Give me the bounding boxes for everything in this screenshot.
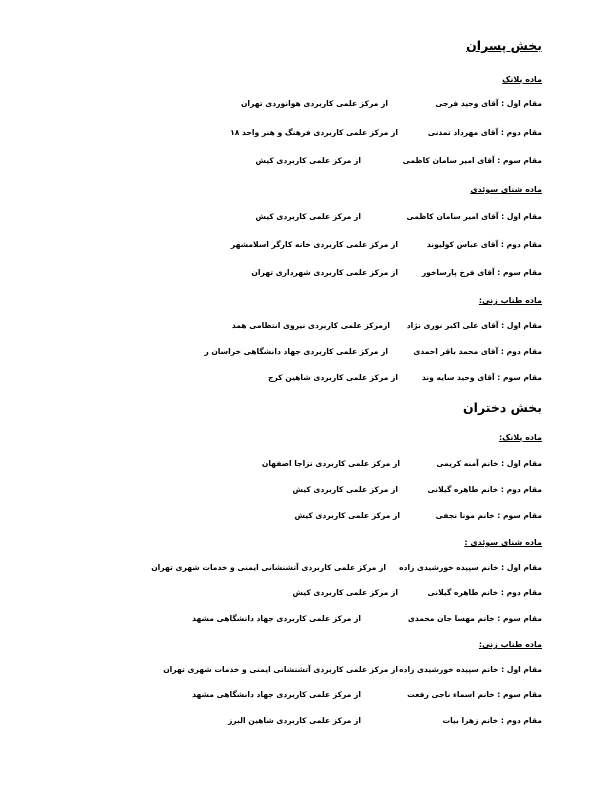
- rank-name: مقام سوم : خانم اسماء ناجی رفعت: [407, 690, 542, 699]
- event-title: ماده طناب زنی:: [478, 296, 542, 305]
- result-row: [0, 586, 612, 600]
- center-name: از مرکز علمی کاربردی کیش: [292, 588, 398, 597]
- rank-name: مقام دوم : آقای مهرداد تمدنی: [427, 128, 542, 137]
- result-row: [0, 126, 612, 140]
- center-name: از مرکز علمی کاربردی نزاجا اصفهان: [261, 459, 400, 468]
- rank-name: مقام دوم : آقای محمد باقر احمدی: [413, 347, 542, 356]
- center-name: از مرکز علمی کاربردی هوانوردی تهران: [240, 99, 388, 108]
- rank-name: مقام سوم : خانم مونا نجفی: [435, 511, 542, 520]
- result-row: [0, 612, 612, 626]
- rank-name: مقام دوم : آقای عباس کولیوند: [426, 240, 542, 249]
- event-title: ماده پلانک: [502, 75, 542, 84]
- center-name: از مرکز علمی کاربردی فرهنگ و هنر واحد ۱۸: [230, 128, 398, 137]
- center-name: از مرکز علمی کاربردی جهاد دانشگاهی مشهد: [192, 614, 361, 623]
- center-name: ازمرکز علمی کاربردی نیروی انتظامی همد: [231, 321, 390, 330]
- result-row: [0, 561, 612, 575]
- rank-name: مقام سوم : آقای فرخ پارساخور: [421, 268, 542, 277]
- center-name: از مرکز علمی کاربردی آتشنشانی ایمنی و خدمات شهری تهران: [163, 665, 398, 674]
- result-row: [0, 238, 612, 252]
- result-row: [0, 714, 612, 728]
- event-title: ماده طناب زنی:: [478, 640, 542, 649]
- rank-name: مقام اول : خانم آمنه کریمی: [436, 459, 542, 468]
- rank-name: مقام دوم : خانم زهرا بیات: [442, 716, 542, 725]
- result-row: [0, 345, 612, 359]
- result-row: [0, 210, 612, 224]
- center-name: از مرکز علمی کاربردی آتشنشانی ایمنی و خدمات شهری تهران: [151, 563, 386, 572]
- event-title: ماده شنای سوئدی: [470, 185, 542, 194]
- result-row: [0, 97, 612, 111]
- rank-name: مقام اول : خانم سپیده خورشیدی زاده: [399, 665, 542, 674]
- rank-name: مقام اول : آقای امیر سامان کاظمی: [406, 212, 542, 221]
- center-name: از مرکز علمی کاربردی کیش: [292, 485, 398, 494]
- center-name: از مرکز علمی کاربردی جهاد دانشگاهی مشهد: [192, 690, 361, 699]
- boys-section-title: بخش پسران: [466, 38, 542, 53]
- rank-name: مقام اول : خانم سپیده خورشیدی زاده: [399, 563, 542, 572]
- result-row: [0, 319, 612, 333]
- rank-name: مقام سوم : آقای امیر سامان کاظمی: [402, 156, 542, 165]
- rank-name: مقام اول : آقای وحید فرجی: [435, 99, 542, 108]
- center-name: از مرکز علمی کاربردی خانه کارگر اسلامشهر: [230, 240, 398, 249]
- result-row: [0, 509, 612, 523]
- result-row: [0, 663, 612, 677]
- rank-name: مقام سوم : خانم مهسا جان محمدی: [407, 614, 542, 623]
- girls-section-title: بخش دختران: [463, 400, 542, 415]
- rank-name: مقام دوم : خانم طاهره گیلانی: [427, 588, 542, 597]
- event-title: ماده شنای سوئدی :: [464, 538, 542, 547]
- center-name: از مرکز علمی کاربردی کیش: [255, 212, 361, 221]
- center-name: از مرکز علمی کاربردی کیش: [255, 156, 361, 165]
- rank-name: مقام دوم : خانم طاهره گیلانی: [427, 485, 542, 494]
- result-row: [0, 483, 612, 497]
- rank-name: مقام اول : آقای علی اکبر نوری نژاد: [406, 321, 542, 330]
- center-name: از مرکز علمی کاربردی جهاد دانشگاهی خراسان ر: [204, 347, 388, 356]
- result-row: [0, 457, 612, 471]
- center-name: از مرکز علمی کاربردی شاهین البرز: [227, 716, 361, 725]
- result-row: [0, 371, 612, 385]
- result-row: [0, 688, 612, 702]
- result-row: [0, 266, 612, 280]
- result-row: [0, 154, 612, 168]
- center-name: از مرکز علمی کاربردی شهرداری تهران: [251, 268, 398, 277]
- center-name: از مرکز علمی کاربردی کیش: [294, 511, 400, 520]
- center-name: از مرکز علمی کاربردی شاهین کرج: [267, 373, 398, 382]
- event-title: ماده پلانک:: [498, 433, 542, 442]
- rank-name: مقام سوم : آقای وحید سایه وند: [421, 373, 542, 382]
